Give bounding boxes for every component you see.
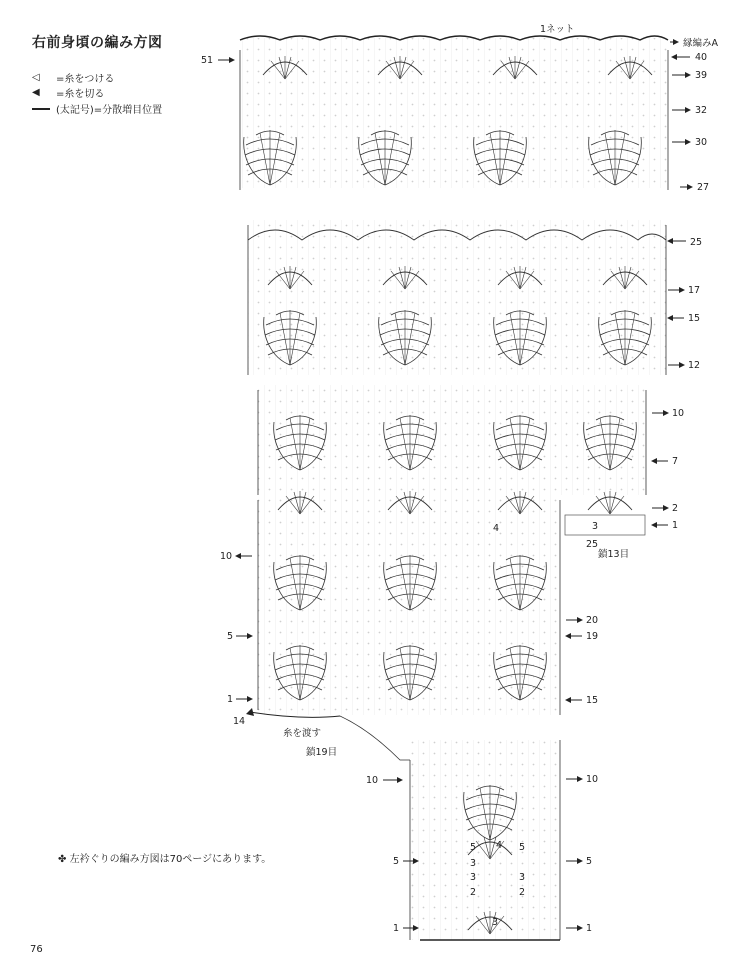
count-label: 3 [470,872,477,883]
count-label: 3 [470,858,477,869]
chain13-label: 鎖13目 [598,549,630,560]
row-label: 1 [227,694,234,705]
net-label: 1ネット [540,24,575,35]
row-label: 25 [586,539,599,550]
row-label: 5 [586,856,593,867]
row-label: 7 [672,456,679,467]
row-label: 19 [586,631,599,642]
diagram-title: 右前身頃の編み方図 [32,35,163,51]
row-label: 10 [586,774,599,785]
row-label: 1 [393,923,400,934]
count-label: 2 [470,887,477,898]
row-label: 25 [690,237,703,248]
row-label: 10 [672,408,685,419]
count-label: 3 [592,521,599,532]
legend-text: (太記号)=分散増目位置 [56,105,163,116]
row-label: 51 [201,55,214,66]
row-label: 15 [586,695,599,706]
row-label: 20 [586,615,599,626]
attach-yarn-icon: ◁ [32,72,40,83]
note-text: 左衿ぐりの編み方図は70ページにあります。 [69,854,272,865]
row-label: 1 [586,923,593,934]
row-label: 32 [695,105,708,116]
count-label: 4 [493,523,500,534]
page-number: 76 [30,944,43,955]
edge-label: 縁編みA [683,38,718,49]
row-label: 15 [688,313,701,324]
cut-yarn-icon: ◀ [32,87,40,98]
row-label: 5 [393,856,400,867]
row-label: 10 [366,775,379,786]
row-label: 40 [695,52,708,63]
row-label: 10 [220,551,233,562]
count-label: 4 [496,840,503,851]
block-lower-middle [258,385,646,495]
legend-text: =糸をつける [56,74,115,85]
count-label: 3 [519,872,526,883]
clover-bullet-icon: ✤ [58,854,67,865]
row-label: 5 [227,631,234,642]
row-label: 12 [688,360,701,371]
row-label: 14 [233,716,246,727]
carry-yarn-label: 糸を渡す [283,728,322,739]
count-label: 5 [519,842,526,853]
row-label: 17 [688,285,701,296]
left-collar-note [58,850,271,865]
row-label: 27 [697,182,710,193]
block-lower [250,491,645,717]
row-label: 30 [695,137,708,148]
chain19-label: 鎖19目 [306,747,338,758]
row-label: 2 [672,503,679,514]
block-bottom [340,716,560,940]
block-upper [240,36,668,190]
row-label: 1 [672,520,679,531]
legend-text: =糸を切る [56,89,105,100]
row-label: 39 [695,70,708,81]
count-label: 3 [492,917,499,928]
count-label: 5 [470,842,477,853]
block-middle [248,220,666,375]
count-label: 2 [519,887,526,898]
